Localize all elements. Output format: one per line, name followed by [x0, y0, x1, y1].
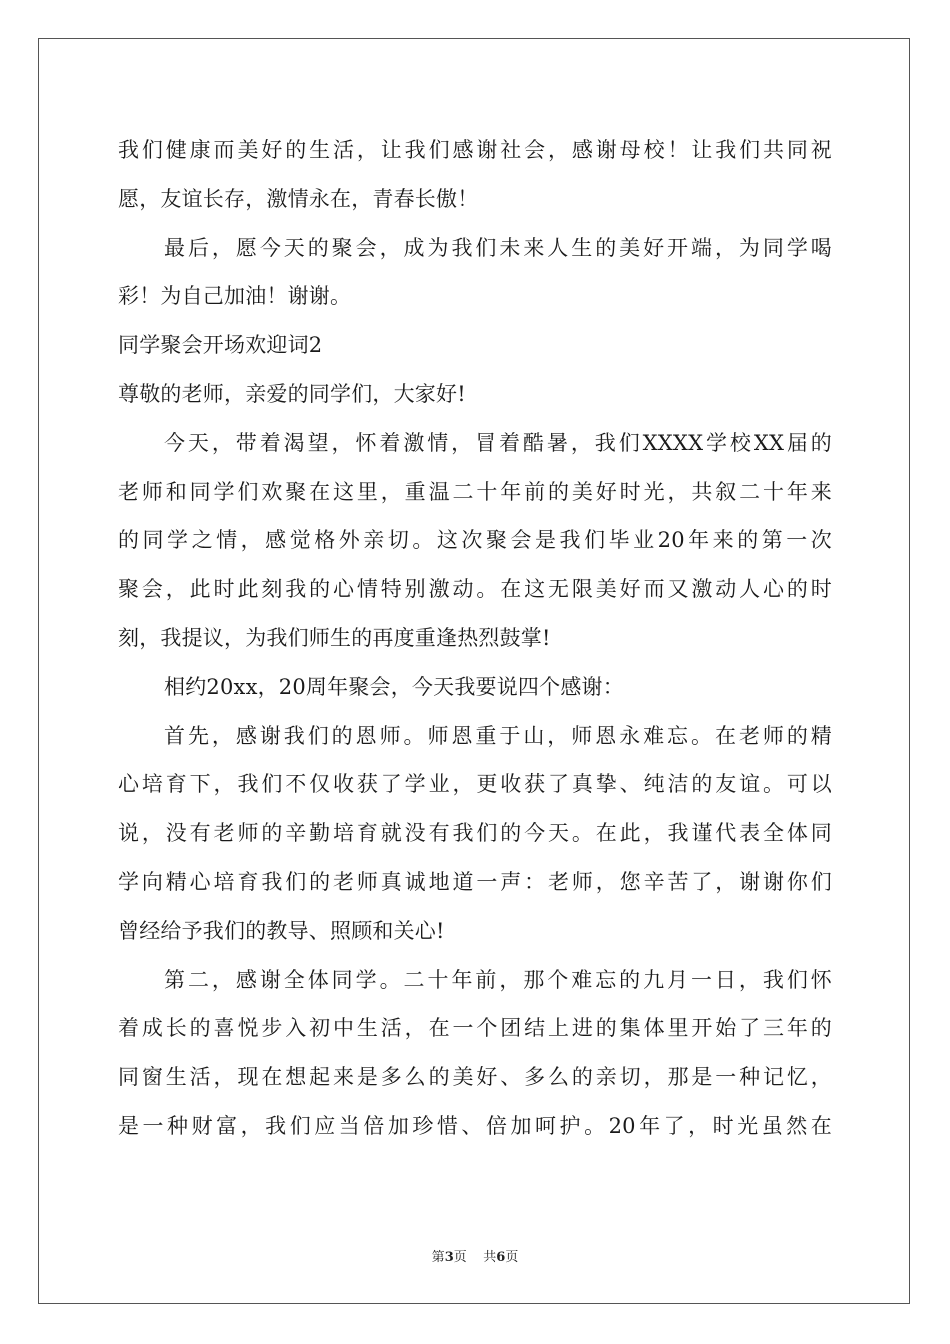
page-footer	[0, 1246, 950, 1265]
text-line: 第二，感谢全体同学。二十年前，那个难忘的九月一日，我们怀	[164, 967, 832, 992]
text-line: 的同学之情，感觉格外亲切。这次聚会是我们毕业20年来的第一次	[118, 528, 832, 553]
text-line: 是一种财富，我们应当倍加珍惜、倍加呵护。20年了，时光虽然在	[118, 1113, 832, 1138]
text-line: 同窗生活，现在想起来是多么的美好、多么的亲切，那是一种记忆，	[118, 1065, 832, 1090]
text-line: 着成长的喜悦步入初中生活，在一个团结上进的集体里开始了三年的	[118, 1016, 832, 1041]
current-page-number: 3	[444, 1250, 454, 1265]
text-line: 彩！为自己加油！谢谢。	[118, 284, 352, 309]
document-body	[118, 126, 832, 1151]
text-line: 最后，愿今天的聚会，成为我们未来人生的美好开端，为同学喝	[164, 235, 832, 260]
text-line: 老师和同学们欢聚在这里，重温二十年前的美好时光，共叙二十年来	[118, 479, 832, 504]
text-line: 曾经给予我们的教导、照顾和关心!	[118, 918, 445, 943]
text-line: 愿，友谊长存，激情永在，青春长傲！	[118, 186, 479, 211]
text-line: 心培育下，我们不仅收获了学业，更收获了真挚、纯洁的友谊。可以	[118, 772, 832, 797]
footer-suffix: 页	[505, 1250, 519, 1265]
footer-prefix: 第	[431, 1250, 445, 1265]
text-line: 相约20xx，20周年聚会，今天我要说四个感谢：	[164, 674, 624, 699]
text-line: 学向精心培育我们的老师真诚地道一声：老师，您辛苦了，谢谢你们	[118, 869, 832, 894]
total-page-number: 6	[496, 1250, 506, 1265]
salutation-line: 尊敬的老师，亲爱的同学们，大家好!	[118, 381, 466, 406]
footer-mid: 页 共	[453, 1250, 497, 1265]
text-line: 刻，我提议，为我们师生的再度重逢热烈鼓掌!	[118, 625, 551, 650]
section-heading: 同学聚会开场欢迎词2	[118, 333, 323, 358]
text-line: 我们健康而美好的生活，让我们感谢社会，感谢母校！让我们共同祝	[118, 138, 832, 162]
text-line: 聚会，此时此刻我的心情特别激动。在这无限美好而又激动人心的时	[118, 577, 832, 602]
text-line: 说，没有老师的辛勤培育就没有我们的今天。在此，我谨代表全体同	[118, 821, 832, 846]
text-line: 今天，带着渴望，怀着激情，冒着酷暑，我们XXXX学校XX届的	[164, 430, 832, 455]
text-line: 首先，感谢我们的恩师。师恩重于山，师恩永难忘。在老师的精	[164, 723, 832, 748]
